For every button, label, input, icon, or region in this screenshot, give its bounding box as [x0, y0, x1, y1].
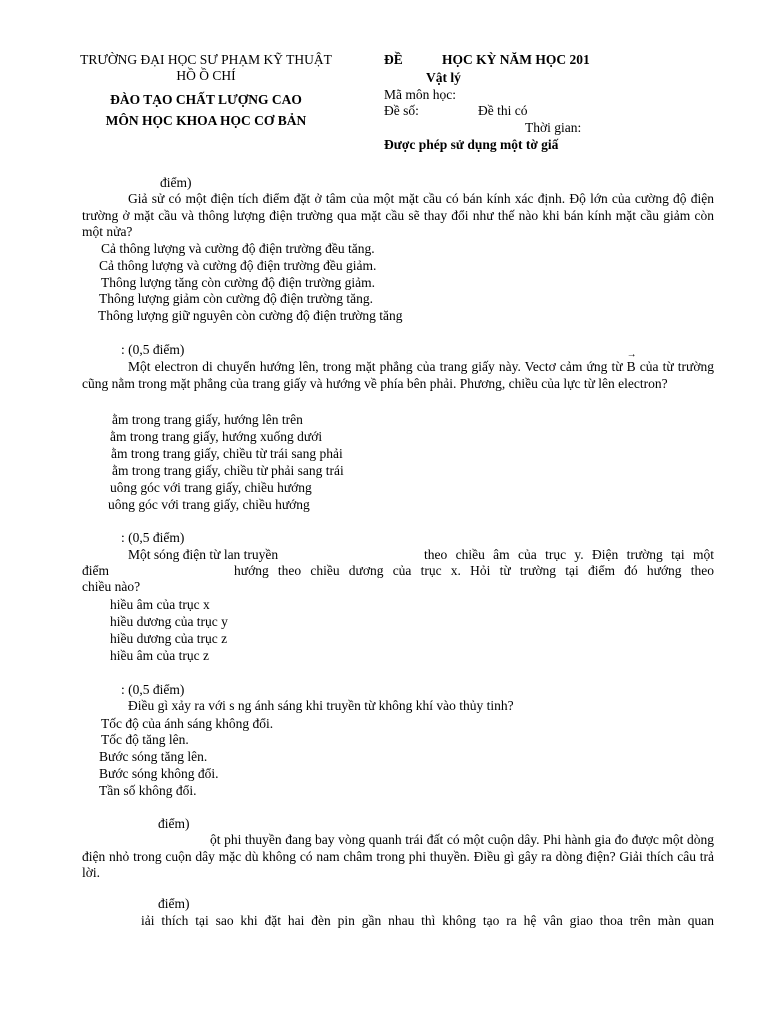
q5-points: điểm) — [158, 816, 190, 831]
q4-option-2: Tốc độ tăng lên. — [101, 732, 189, 747]
department-name: MÔN HỌC KHOA HỌC CƠ BẢN — [105, 113, 307, 128]
school-city: HỒ Ồ CHÍ — [176, 68, 236, 83]
q2-text: Một electron di chuyển hướng lên, trong mặt phẳng của trang giấy này. Vectơ cảm ứng từ → B của từ trường cũng nằm trong mặt phẳng của trang giấy và hướng về phía bên phải. Phương, chiều của lực từ lên electron? — [82, 359, 714, 392]
q1-option-5: Thông lượng giữ nguyên còn cường độ điện trường tăng — [98, 308, 403, 323]
q3-text-1b: theo chiều âm của trục y. Điện trường tại một — [424, 547, 714, 562]
exam-pages-label: Đề thi có — [478, 103, 528, 118]
q3-points: : (0,5 điểm) — [121, 530, 185, 545]
q1-option-3: Thông lượng tăng còn cường độ điện trường giảm. — [101, 275, 375, 290]
q3-option-1: hiều âm của trục x — [110, 597, 210, 612]
q4-text: Điều gì xảy ra với s ng ánh sáng khi truyền từ không khí vào thủy tinh? — [128, 698, 514, 713]
q2-option-2: ằm trong trang giấy, hướng xuống dưới — [110, 429, 323, 444]
q4-option-5: Tần số không đổi. — [99, 783, 197, 798]
q4-option-1: Tốc độ của ánh sáng không đổi. — [101, 716, 274, 731]
school-name: TRƯỜNG ĐẠI HỌC SƯ PHẠM KỸ THUẬT — [80, 52, 332, 67]
subject-code-label: Mã môn học: — [384, 87, 456, 102]
exam-number-label: Đề số: — [384, 103, 419, 118]
q1-option-1: Cả thông lượng và cường độ điện trường đều tăng. — [101, 241, 375, 256]
q2-option-6: uông góc với trang giấy, chiều hướng — [108, 497, 310, 512]
q6-text: iải thích tại sao khi đặt hai đèn pin gần nhau thì không tạo ra hệ vân giao thoa trên màn quan — [141, 913, 714, 928]
q5-text: ột phi thuyền đang bay vòng quanh trái đất có một cuộn dây. Phi hành gia đo được một dòng điện nhỏ trong cuộn dây mặc dù không có nam châm trong phi thuyền. Điều gì gây ra dòng điện? Giải thích câu trả lời. — [82, 832, 714, 880]
exam-title-semester: HỌC KỲ NĂM HỌC 201 — [442, 52, 590, 67]
q3-option-3: hiều dương của trục z — [110, 631, 228, 646]
q1-text: Giả sử có một điện tích điểm đặt ở tâm của một mặt cầu có bán kính xác định. Độ lớn của cường độ điện trường ở mặt cầu và thông lượng điện trường qua mặt cầu sẽ thay đổi như thế nào khi bán kính mặt cầu giảm còn một nửa? — [82, 191, 714, 239]
q1-option-2: Cả thông lượng và cường độ điện trường đều giảm. — [99, 258, 377, 273]
q6-points: điểm) — [158, 896, 190, 911]
q1-option-4: Thông lượng giảm còn cường độ điện trường tăng. — [99, 291, 373, 306]
q4-option-4: Bước sóng không đổi. — [99, 766, 219, 781]
subject-name: Vật lý — [426, 70, 461, 85]
q2-option-3: ằm trong trang giấy, chiều từ trái sang phải — [111, 446, 343, 461]
q3-option-4: hiều âm của trục z — [110, 648, 209, 663]
q3-text-2a: điểm — [82, 563, 109, 578]
q2-option-4: ằm trong trang giấy, chiều từ phải sang trái — [112, 463, 344, 478]
allowed-materials: Được phép sử dụng một tờ giấ — [384, 137, 559, 152]
q4-points: : (0,5 điểm) — [121, 682, 185, 697]
q4-option-3: Bước sóng tăng lên. — [99, 749, 208, 764]
q1-points: điểm) — [160, 175, 192, 190]
exam-title-de: ĐỀ — [384, 52, 403, 67]
program-name: ĐÀO TẠO CHẤT LƯỢNG CAO — [110, 92, 302, 107]
q2-option-1: ằm trong trang giấy, hướng lên trên — [112, 412, 303, 427]
q2-points: : (0,5 điểm) — [121, 342, 185, 357]
q2-option-5: uông góc với trang giấy, chiều hướng — [110, 480, 312, 495]
q3-option-2: hiều dương của trục y — [110, 614, 228, 629]
vector-b-symbol: → B — [627, 359, 636, 376]
q3-text-1a: Một sóng điện từ lan truyền — [128, 547, 279, 562]
q3-text-2b: hướng theo chiều dương của trục x. Hỏi từ trường tại điểm đó hướng theo — [234, 563, 714, 578]
time-label: Thời gian: — [525, 120, 582, 135]
q3-text-3: chiều nào? — [82, 579, 141, 594]
